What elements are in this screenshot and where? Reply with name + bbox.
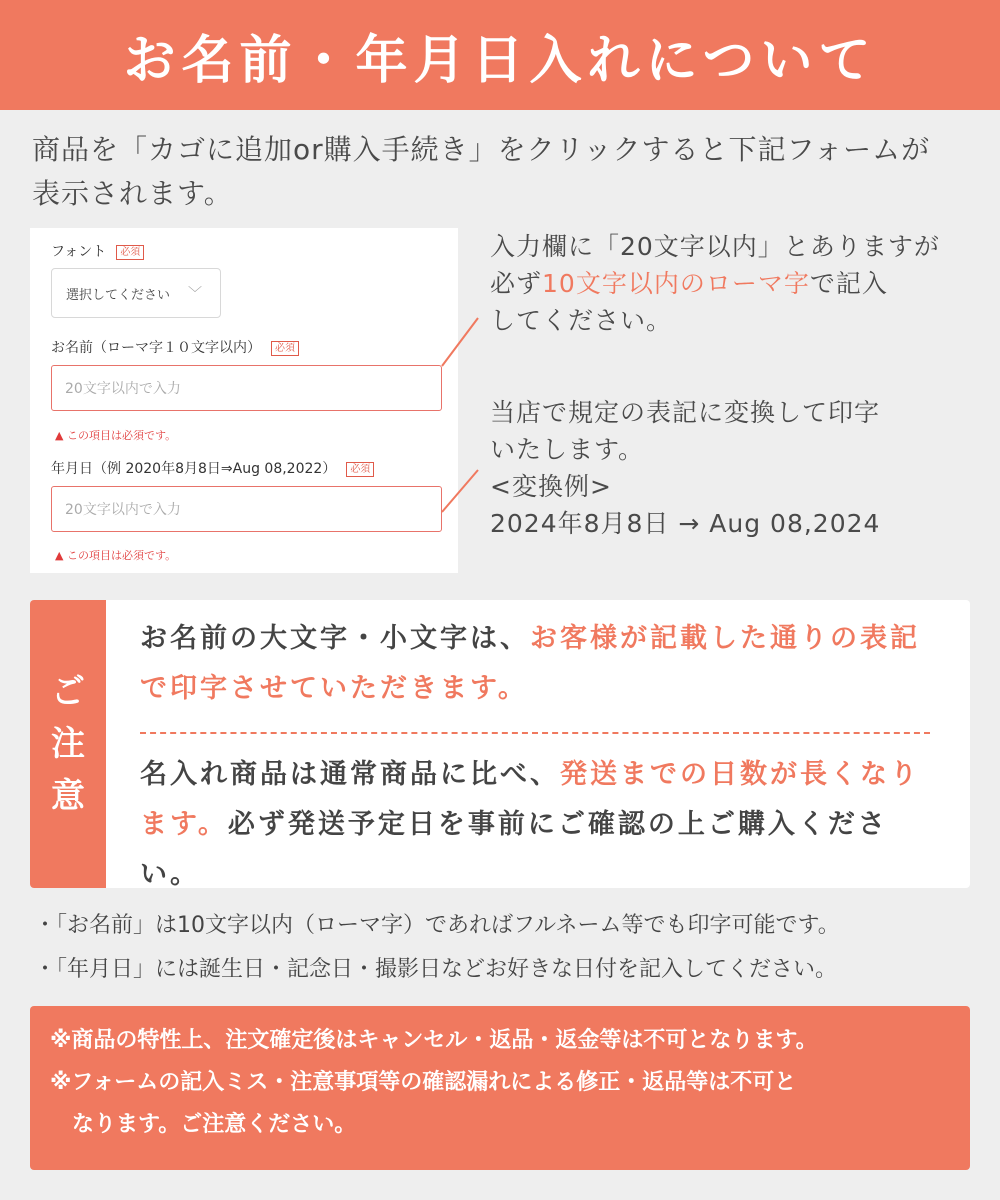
caution-text xyxy=(140,614,940,888)
intro-text xyxy=(32,128,972,216)
required-badge: 必須 xyxy=(116,245,144,260)
name-input[interactable]: 20文字以内で入力 xyxy=(51,365,442,411)
name-field-label: お名前（ローマ字１０文字以内） 必須 xyxy=(51,337,299,357)
page-title-banner xyxy=(0,0,1000,110)
font-select[interactable]: 選択してください ﹀ xyxy=(51,268,221,318)
warning-icon: ▲ xyxy=(55,549,67,562)
intro-line: 表示されます。 xyxy=(32,177,233,210)
intro-line: 商品を「カゴに追加or購入手続き」をクリックすると下記フォームが xyxy=(32,133,931,166)
caution-box xyxy=(30,600,970,888)
date-field-label: 年月日（例 2020年8月8日⇒Aug 08,2022） 必須 xyxy=(51,458,374,478)
page-title: お名前・年月日入れについて xyxy=(123,30,877,91)
required-badge: 必須 xyxy=(346,462,374,477)
font-field-label: フォント 必須 xyxy=(51,241,144,261)
notes-list xyxy=(34,904,974,992)
form-screenshot xyxy=(30,228,458,573)
warning-line: なります。ご注意ください。 xyxy=(72,1112,357,1137)
date-input[interactable]: 20文字以内で入力 xyxy=(51,486,442,532)
list-item: ・「お名前」は10文字以内（ローマ字）であればフルネーム等でも印字可能です。 xyxy=(34,913,840,938)
warning-line: ※商品の特性上、注文確定後はキャンセル・返品・返金等は不可となります。 xyxy=(50,1028,818,1053)
caution-paragraph: 名入れ商品は通常商品に比べ、発送までの日数が長くなります。必ず発送予定日を事前にご確認の上ご購入ください。 xyxy=(140,759,920,888)
warning-box xyxy=(30,1006,970,1170)
warning-line: ※フォームの記入ミス・注意事項等の確認漏れによる修正・返品等は不可と xyxy=(50,1070,797,1095)
dashed-divider xyxy=(140,732,930,734)
list-item: ・「年月日」には誕生日・記念日・撮影日などお好きな日付を記入してください。 xyxy=(34,957,838,982)
warning-icon: ▲ xyxy=(55,429,67,442)
caution-paragraph: お名前の大文字・小文字は、お客様が記載した通りの表記で印字させていただきます。 xyxy=(140,623,920,704)
callout-name-instructions: 入力欄に「20文字以内」とありますが 必ず10文字以内のローマ字で記入 してください。 xyxy=(490,232,940,335)
caution-label: ご 注 意 xyxy=(30,600,106,888)
callout-date-instructions: 当店で規定の表記に変換して印字 いたします。 <変換例> 2024年8月8日 → Aug 08,2024 xyxy=(490,398,881,538)
date-error-message: ▲ この項目は必須です。 xyxy=(55,549,177,562)
chevron-down-icon: ﹀ xyxy=(188,286,202,302)
required-badge: 必須 xyxy=(271,341,299,356)
name-error-message: ▲ この項目は必須です。 xyxy=(55,429,177,442)
